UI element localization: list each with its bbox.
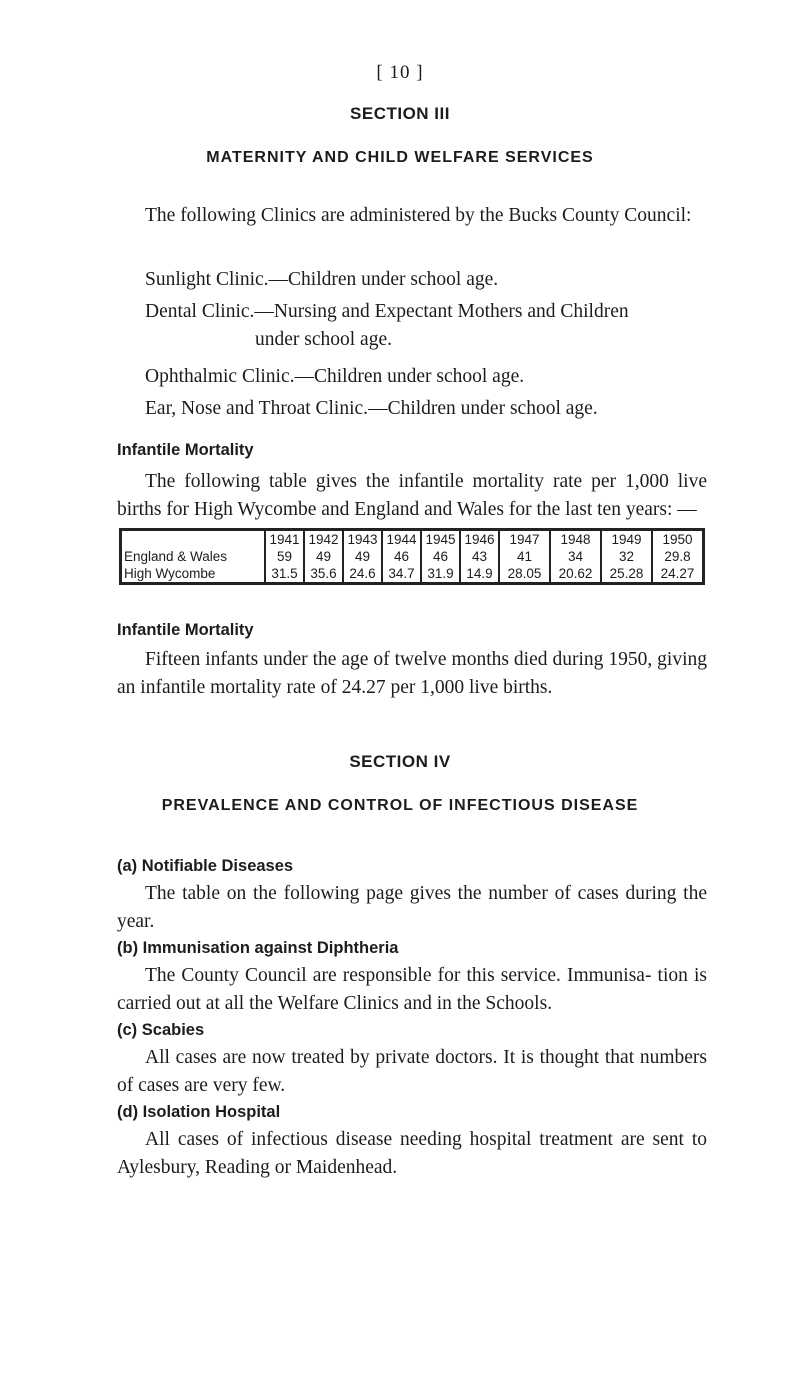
item-label: (d) <box>117 1103 139 1121</box>
table-cell: 43 <box>460 548 499 565</box>
section-3-title: MATERNITY AND CHILD WELFARE SERVICES <box>206 149 594 166</box>
page-number: [ 10 ] <box>376 62 424 83</box>
infant-mortality-intro <box>117 468 707 524</box>
clinic-item <box>145 363 715 391</box>
clinic-item <box>145 395 715 423</box>
row-label: High Wycombe <box>121 565 266 584</box>
table-cell: 34 <box>550 548 601 565</box>
row-label: England & Wales <box>121 548 266 565</box>
table-cell: 34.7 <box>382 565 421 584</box>
table-cell: 41 <box>499 548 550 565</box>
year-header: 1947 <box>499 530 550 549</box>
clinic-desc: —Children under school age. <box>294 366 525 387</box>
item-a-text <box>117 880 707 936</box>
item-b-heading <box>117 939 398 958</box>
year-header: 1950 <box>652 530 704 549</box>
table-header-row <box>121 530 704 549</box>
item-text: The County Council are responsible for this service. Immunisa- tion is carried out at all the Welfare Clinics and in the Schools. <box>117 965 707 1014</box>
year-header: 1944 <box>382 530 421 549</box>
item-label: (a) <box>117 857 138 875</box>
clinic-name: Ophthalmic Clinic. <box>145 366 295 387</box>
clinic-item <box>145 298 715 354</box>
clinic-desc: —Nursing and Expectant Mothers and Children <box>254 301 629 322</box>
item-title: Notifiable Diseases <box>141 857 294 875</box>
item-text: All cases are now treated by private doctors. It is thought that numbers of cases are very few. <box>117 1047 707 1096</box>
section-4-heading: SECTION IV <box>349 752 451 771</box>
table-cell: 35.6 <box>304 565 343 584</box>
year-header: 1948 <box>550 530 601 549</box>
table-row <box>121 565 704 584</box>
clinic-desc-cont: under school age. <box>255 329 392 350</box>
clinic-name: Dental Clinic. <box>145 301 255 322</box>
item-c-heading <box>117 1021 204 1040</box>
table-cell: 28.05 <box>499 565 550 584</box>
table-cell: 49 <box>343 548 382 565</box>
item-b-text <box>117 962 707 1018</box>
item-d-heading <box>117 1103 280 1122</box>
year-header: 1945 <box>421 530 460 549</box>
year-header: 1942 <box>304 530 343 549</box>
clinic-name: Ear, Nose and Throat Clinic. <box>145 398 369 419</box>
clinic-name: Sunlight Clinic. <box>145 269 269 290</box>
item-title: Scabies <box>141 1021 205 1039</box>
table-cell: 59 <box>265 548 304 565</box>
item-a-heading <box>117 857 293 876</box>
table-cell: 46 <box>382 548 421 565</box>
item-title: Isolation Hospital <box>142 1103 281 1121</box>
table-cell: 31.5 <box>265 565 304 584</box>
table-corner <box>121 530 266 549</box>
table-cell: 32 <box>601 548 652 565</box>
infant-mortality-heading: Infantile Mortality <box>117 441 254 459</box>
clinic-item <box>145 266 715 294</box>
table-cell: 29.8 <box>652 548 704 565</box>
clinic-desc: —Children under school age. <box>368 398 598 419</box>
table-cell: 24.6 <box>343 565 382 584</box>
item-label: (c) <box>117 1021 138 1039</box>
clinics-intro <box>117 202 707 230</box>
table-cell: 14.9 <box>460 565 499 584</box>
table-cell: 25.28 <box>601 565 652 584</box>
table-row <box>121 548 704 565</box>
table-cell: 46 <box>421 548 460 565</box>
year-header: 1941 <box>265 530 304 549</box>
year-header: 1949 <box>601 530 652 549</box>
clinics-intro-text: The following Clinics are administered by the Bucks County Council: <box>145 205 692 226</box>
item-title: Immunisation against Diphtheria <box>142 939 399 957</box>
infant-mortality-intro-text: The following table gives the infantile mortality rate per 1,000 live births for High Wycombe and England and Wales for the last ten years: — <box>117 471 707 520</box>
item-c-text <box>117 1044 707 1100</box>
infant-mortality-table <box>119 528 705 585</box>
table-cell: 31.9 <box>421 565 460 584</box>
section-3-heading: SECTION III <box>350 104 450 123</box>
section-4-title: PREVALENCE AND CONTROL OF INFECTIOUS DISEASE <box>161 797 639 814</box>
item-text: The table on the following page gives the number of cases during the year. <box>117 883 707 932</box>
year-header: 1943 <box>343 530 382 549</box>
infant-mortality-heading-2: Infantile Mortality <box>117 621 254 639</box>
table-cell: 20.62 <box>550 565 601 584</box>
clinic-desc: —Children under school age. <box>268 269 499 290</box>
infant-mortality-paragraph-text: Fifteen infants under the age of twelve months died during 1950, giving an infantile mortality rate of 24.27 per 1,000 live births. <box>117 649 707 698</box>
year-header: 1946 <box>460 530 499 549</box>
item-d-text <box>117 1126 707 1182</box>
infant-mortality-paragraph <box>117 646 707 702</box>
table-cell: 24.27 <box>652 565 704 584</box>
item-label: (b) <box>117 939 139 957</box>
item-text: All cases of infectious disease needing hospital treatment are sent to Aylesbury, Reading or Maidenhead. <box>117 1129 707 1178</box>
table-cell: 49 <box>304 548 343 565</box>
